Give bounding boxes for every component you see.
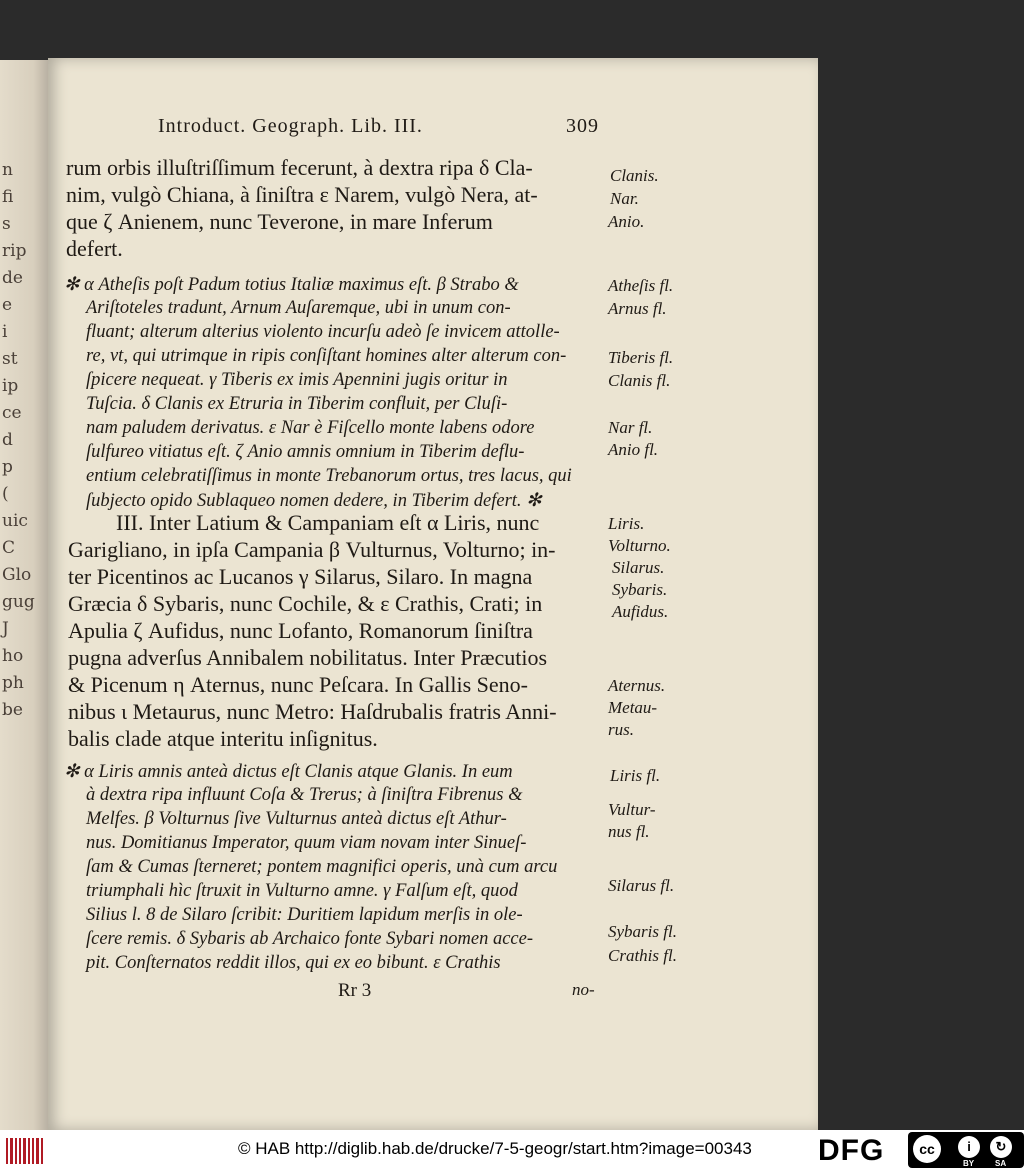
hab-barcode-icon: [6, 1138, 46, 1164]
left-page-fragment: i: [2, 322, 8, 342]
left-page-fragment: gug: [2, 592, 35, 612]
note-line-17: Silius l. 8 de Silaro ſcribit: Duritiem lapidum merſis in ole-: [86, 905, 523, 925]
sa-icon: ↻: [990, 1136, 1012, 1158]
by-icon: i: [958, 1136, 980, 1158]
note-line-8: ſulfureo vitiatus eſt. ζ Anio amnis omnium in Tiberim deflu-: [86, 442, 525, 462]
text-line-8: Græcia δ Sybaris, nunc Cochile, & ε Crathis, Crati; in: [68, 591, 543, 616]
note-line-16: triumphali hìc ſtruxit in Vulturno amne. γ Falſum eſt, quod: [86, 881, 518, 901]
text-line-12: nibus ι Metaurus, nunc Metro: Haſdrubalis fratris Anni-: [68, 699, 557, 724]
cc-license-badge[interactable]: [908, 1132, 1024, 1168]
margin-note: Atheſis fl.: [608, 276, 674, 295]
margin-note: Sybaris.: [612, 580, 668, 599]
left-page-fragment: p: [2, 457, 13, 477]
left-page-fragment: rip: [2, 241, 27, 261]
footer-credit-link[interactable]: © HAB http://diglib.hab.de/drucke/7-5-geogr/start.htm?image=00343: [238, 1139, 752, 1158]
left-page-fragment: be: [2, 700, 23, 720]
left-page-fragment: ho: [2, 646, 24, 666]
left-page-edge: [0, 60, 48, 1130]
text-line-5: III. Inter Latium & Campaniam eſt α Liris, nunc: [116, 510, 540, 535]
note-line-1: ✻ α Atheſis poſt Padum totius Italiæ maximus eſt. β Strabo &: [64, 275, 519, 295]
left-page-fragment: e: [2, 295, 13, 315]
margin-note: Anio fl.: [608, 440, 659, 459]
text-line-3: que ζ Anienem, nunc Teverone, in mare Inferum: [66, 209, 493, 234]
left-page-fragment: ip: [2, 376, 19, 396]
margin-note: Liris.: [608, 514, 645, 533]
text-line-1: rum orbis illuſtriſſimum fecerunt, à dextra ripa δ Cla-: [66, 155, 533, 180]
left-page-fragment: (: [2, 484, 9, 504]
left-page-fragment: Glo: [2, 565, 32, 585]
note-line-11: ✻ α Liris amnis anteà dictus eſt Clanis atque Glanis. In eum: [64, 762, 513, 782]
margin-note: Volturno.: [608, 536, 671, 555]
note-line-6: Tuſcia. δ Clanis ex Etruria in Tiberim confluit, per Cluſi-: [86, 394, 508, 414]
margin-note: Nar.: [610, 189, 639, 208]
text-line-11: & Picenum η Aternus, nunc Peſcara. In Gallis Seno-: [68, 672, 528, 697]
left-page-fragment: s: [2, 214, 11, 234]
margin-note: nus fl.: [608, 822, 650, 841]
margin-note: Silarus fl.: [608, 876, 675, 895]
sa-label: SA: [995, 1159, 1007, 1168]
note-line-19: pit. Conſternatos reddit illos, qui ex eo bibunt. ε Crathis: [86, 953, 501, 973]
running-title: Introduct. Geograph. Lib. III.: [158, 115, 423, 137]
margin-note: Silarus.: [612, 558, 665, 577]
left-page-fragment: de: [2, 268, 23, 288]
note-line-9: entium celebratiſſimus in monte Trebanorum ortus, tres lacus, qui: [86, 466, 572, 486]
left-page-fragment: C: [2, 538, 16, 558]
margin-note: Sybaris fl.: [608, 922, 677, 941]
text-line-4: defert.: [66, 236, 123, 261]
left-page-fragment: n: [2, 160, 13, 180]
margin-note: Vultur-: [608, 800, 656, 819]
left-page-fragment: d: [2, 430, 13, 450]
margin-note: Clanis fl.: [608, 371, 671, 390]
margin-note: Liris fl.: [610, 766, 661, 785]
catchword: no-: [572, 980, 595, 999]
text-line-13: balis clade atque interitu inſignitus.: [68, 726, 378, 751]
note-line-13: Melfes. β Volturnus ſive Vulturnus anteà dictus eſt Athur-: [86, 809, 507, 829]
margin-note: Aufidus.: [612, 602, 669, 621]
left-page-fragment: fi: [2, 187, 14, 207]
note-line-5: ſpicere nequeat. γ Tiberis ex imis Apennini jugis oritur in: [86, 370, 508, 390]
margin-note: Aternus.: [608, 676, 666, 695]
text-line-10: pugna adverſus Annibalem nobilitatus. Inter Præcutios: [68, 645, 548, 670]
margin-note: Crathis fl.: [608, 946, 677, 965]
left-page-fragment: st: [2, 349, 18, 369]
by-label: BY: [963, 1159, 975, 1168]
note-line-3: fluant; alterum alterius violento incurſu adeò ſe invicem attolle-: [86, 322, 560, 342]
margin-note: Clanis.: [610, 166, 659, 185]
text-line-2: nim, vulgò Chiana, à ſiniſtra ε Narem, vulgò Nera, at-: [66, 182, 538, 207]
left-page-fragment: J: [2, 619, 9, 639]
note-line-12: à dextra ripa influunt Coſa & Trerus; à ſiniſtra Fibrenus &: [86, 785, 523, 805]
text-line-7: ter Picentinos ac Lucanos γ Silarus, Silaro. In magna: [68, 564, 533, 589]
note-line-2: Ariſtoteles tradunt, Arnum Auſaremque, ubi in unum con-: [86, 298, 511, 318]
note-line-15: ſam & Cumas ſterneret; pontem magnifici operis, unà cum arcu: [86, 857, 558, 877]
margin-note: Nar fl.: [608, 418, 653, 437]
note-line-4: re, vt, qui utrimque in ripis conſiſtant homines alter alterum con-: [86, 346, 567, 366]
note-line-10: ſubjecto opido Sublaqueo nomen dedere, in Tiberim defert. ✻: [86, 491, 542, 511]
dfg-logo: DFG: [818, 1134, 885, 1167]
note-line-14: nus. Domitianus Imperator, quum viam novam inter Sinueſ-: [86, 833, 527, 853]
page-number: 309: [566, 115, 599, 137]
left-page-fragment: ph: [2, 673, 24, 693]
text-line-6: Garigliano, in ipſa Campania β Vulturnus, Volturno; in-: [68, 537, 556, 562]
left-page-fragment: uic: [2, 511, 28, 531]
footer-bar: [0, 1130, 1024, 1170]
margin-note: Anio.: [608, 212, 645, 231]
book-page: [48, 58, 818, 1130]
text-line-9: Apulia ζ Aufidus, nunc Lofanto, Romanorum ſiniſtra: [68, 618, 533, 643]
margin-note: rus.: [608, 720, 634, 739]
note-line-18: ſcere remis. δ Sybaris ab Archaico fonte Sybari nomen acce-: [86, 929, 534, 949]
margin-note: Metau-: [608, 698, 658, 717]
margin-note: Arnus fl.: [608, 299, 667, 318]
signature-mark: Rr 3: [338, 980, 372, 1001]
note-line-7: nam paludem derivatus. ε Nar è Fiſcello monte labens odore: [86, 418, 535, 438]
cc-icon: cc: [913, 1135, 941, 1163]
margin-note: Tiberis fl.: [608, 348, 674, 367]
left-page-fragment: ce: [2, 403, 22, 423]
